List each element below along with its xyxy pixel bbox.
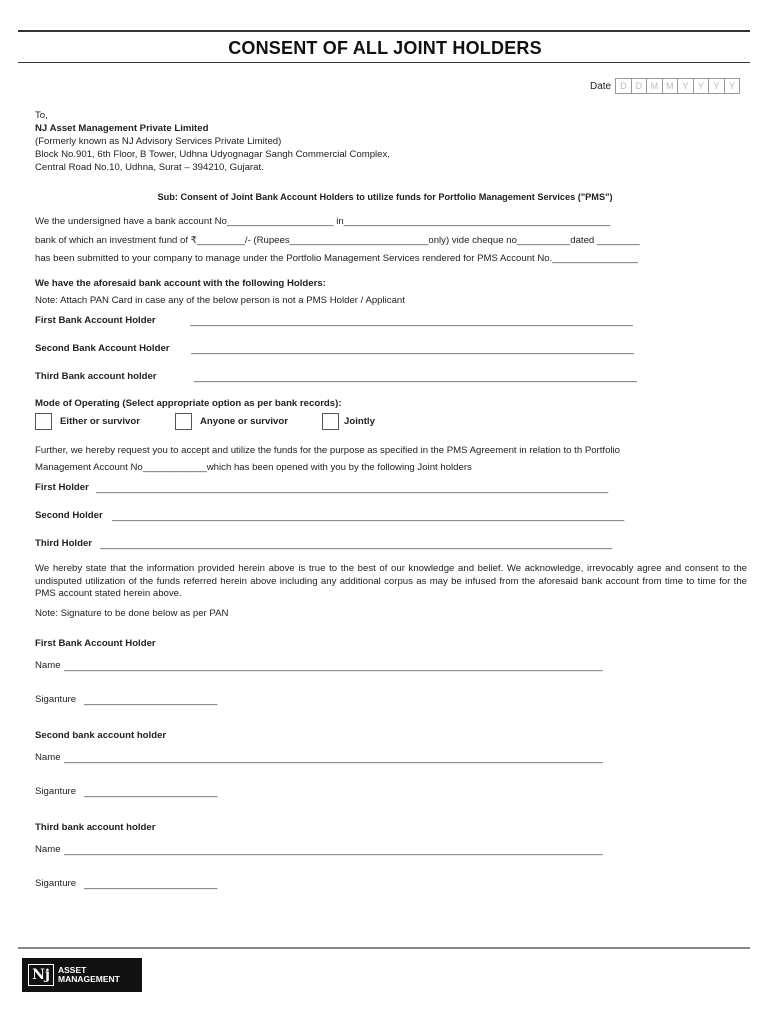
first-holder-field[interactable]: ___________________________________________________________________________________ — [190, 316, 633, 327]
nj-logo-icon: Nj — [28, 964, 54, 986]
address-line-1: Block No.901, 6th Floor, B Tower, Udhna Udyognagar Sangh Commercial Complex, — [35, 149, 390, 160]
logo-line-1: ASSET — [58, 965, 87, 975]
date-box-year[interactable]: Y — [677, 78, 693, 94]
third-holder-label: Third Bank account holder — [35, 371, 157, 382]
date-box-year[interactable]: Y — [693, 78, 709, 94]
subject-line: Sub: Consent of Joint Bank Account Holders to utilize funds for Portfolio Management Services ("PMS") — [157, 192, 613, 202]
signatory-3-heading: Third bank account holder — [35, 822, 156, 833]
date-box-month[interactable]: M — [662, 78, 678, 94]
holders-heading: We have the aforesaid bank account with the following Holders: — [35, 278, 326, 289]
anyone-or-survivor-label: Anyone or survivor — [200, 416, 288, 427]
signatory-3-signature-field[interactable]: _________________________ — [84, 879, 218, 890]
date-box-month[interactable]: M — [646, 78, 662, 94]
signatory-1-signature-label: Siganture — [35, 694, 77, 705]
footer-rule — [18, 947, 750, 949]
signature-note: Note: Signature to be done below as per PAN — [35, 608, 229, 619]
signatory-1-name-field[interactable]: _____________________________________________________________________________________________________ — [64, 661, 603, 672]
intro-line-2[interactable]: bank of which an investment fund of ₹_________/- (Rupees__________________________only) vide cheque no__________dated ________ — [35, 235, 640, 246]
jointly-label: Jointly — [344, 416, 375, 427]
joint-third-holder-label: Third Holder — [35, 538, 93, 549]
logo-wordmark — [58, 966, 120, 984]
date-field[interactable] — [590, 78, 740, 94]
title-rule — [18, 62, 750, 63]
signatory-3-name-field[interactable]: _____________________________________________________________________________________________________ — [64, 845, 603, 856]
request-line-2[interactable]: Management Account No____________which has been opened with you by the following Joint holders — [35, 462, 472, 473]
signatory-2-signature-field[interactable]: _________________________ — [84, 787, 218, 798]
holders-note: Note: Attach PAN Card in case any of the below person is not a PMS Holder / Applicant — [35, 295, 405, 306]
address-company: NJ Asset Management Private Limited — [35, 123, 209, 134]
third-holder-field[interactable]: ___________________________________________________________________________________ — [194, 372, 637, 383]
date-box-year[interactable]: Y — [724, 78, 741, 94]
page-title: CONSENT OF ALL JOINT HOLDERS — [228, 38, 542, 58]
either-or-survivor-label: Either or survivor — [60, 416, 140, 427]
address-to: To, — [35, 110, 48, 121]
joint-first-holder-label: First Holder — [35, 482, 89, 493]
signatory-2-signature-label: Siganture — [35, 786, 77, 797]
joint-second-holder-field[interactable]: ________________________________________________________________________________________________ — [112, 511, 625, 522]
joint-first-holder-field[interactable]: ________________________________________________________________________________________________ — [96, 483, 609, 494]
signatory-2-heading: Second bank account holder — [35, 730, 167, 741]
date-label: Date — [590, 80, 612, 92]
joint-third-holder-field[interactable]: ________________________________________________________________________________________________ — [100, 539, 613, 550]
signatory-1-name-label: Name — [35, 660, 61, 671]
intro-line-1[interactable]: We the undersigned have a bank account No____________________ in__________________________________________________ — [35, 216, 611, 227]
address-formerly: (Formerly known as NJ Advisory Services Private Limited) — [35, 136, 282, 147]
either-or-survivor-checkbox[interactable] — [35, 413, 52, 430]
signatory-3-signature-label: Siganture — [35, 878, 77, 889]
signatory-2-name-label: Name — [35, 752, 61, 763]
nj-asset-management-logo — [22, 958, 142, 992]
second-holder-field[interactable]: ___________________________________________________________________________________ — [191, 344, 634, 355]
signatory-1-signature-field[interactable]: _________________________ — [84, 695, 218, 706]
logo-line-2: MANAGEMENT — [58, 974, 120, 984]
signatory-1-heading: First Bank Account Holder — [35, 638, 156, 649]
mode-heading: Mode of Operating (Select appropriate option as per bank records): — [35, 398, 342, 409]
address-line-2: Central Road No.10, Udhna, Surat – 394210, Gujarat. — [35, 162, 264, 173]
first-holder-label: First Bank Account Holder — [35, 315, 156, 326]
signatory-3-name-label: Name — [35, 844, 61, 855]
intro-line-3[interactable]: has been submitted to your company to manage under the Portfolio Management Services rendered for PMS Account No.________________ — [35, 253, 638, 264]
signatory-2-name-field[interactable]: _____________________________________________________________________________________________________ — [64, 753, 603, 764]
declaration-text: We hereby state that the information provided herein above is true to the best of our knowledge and belief. We acknowledge, irrevocably agree and consent to the undisputed utilization of the funds referred herein above including any additional corpus as may be infused from the aforesaid bank account from time to time for the PMS account stated herein above. — [35, 563, 747, 599]
date-box-day[interactable]: D — [615, 78, 631, 94]
date-box-year[interactable]: Y — [708, 78, 724, 94]
date-box-day[interactable]: D — [631, 78, 647, 94]
jointly-checkbox[interactable] — [322, 413, 339, 430]
request-line-1: Further, we hereby request you to accept and utilize the funds for the purpose as specified in the PMS Agreement in relation to th Portfolio — [35, 445, 621, 456]
joint-second-holder-label: Second Holder — [35, 510, 103, 521]
anyone-or-survivor-checkbox[interactable] — [175, 413, 192, 430]
second-holder-label: Second Bank Account Holder — [35, 343, 170, 354]
top-rule — [18, 30, 750, 32]
